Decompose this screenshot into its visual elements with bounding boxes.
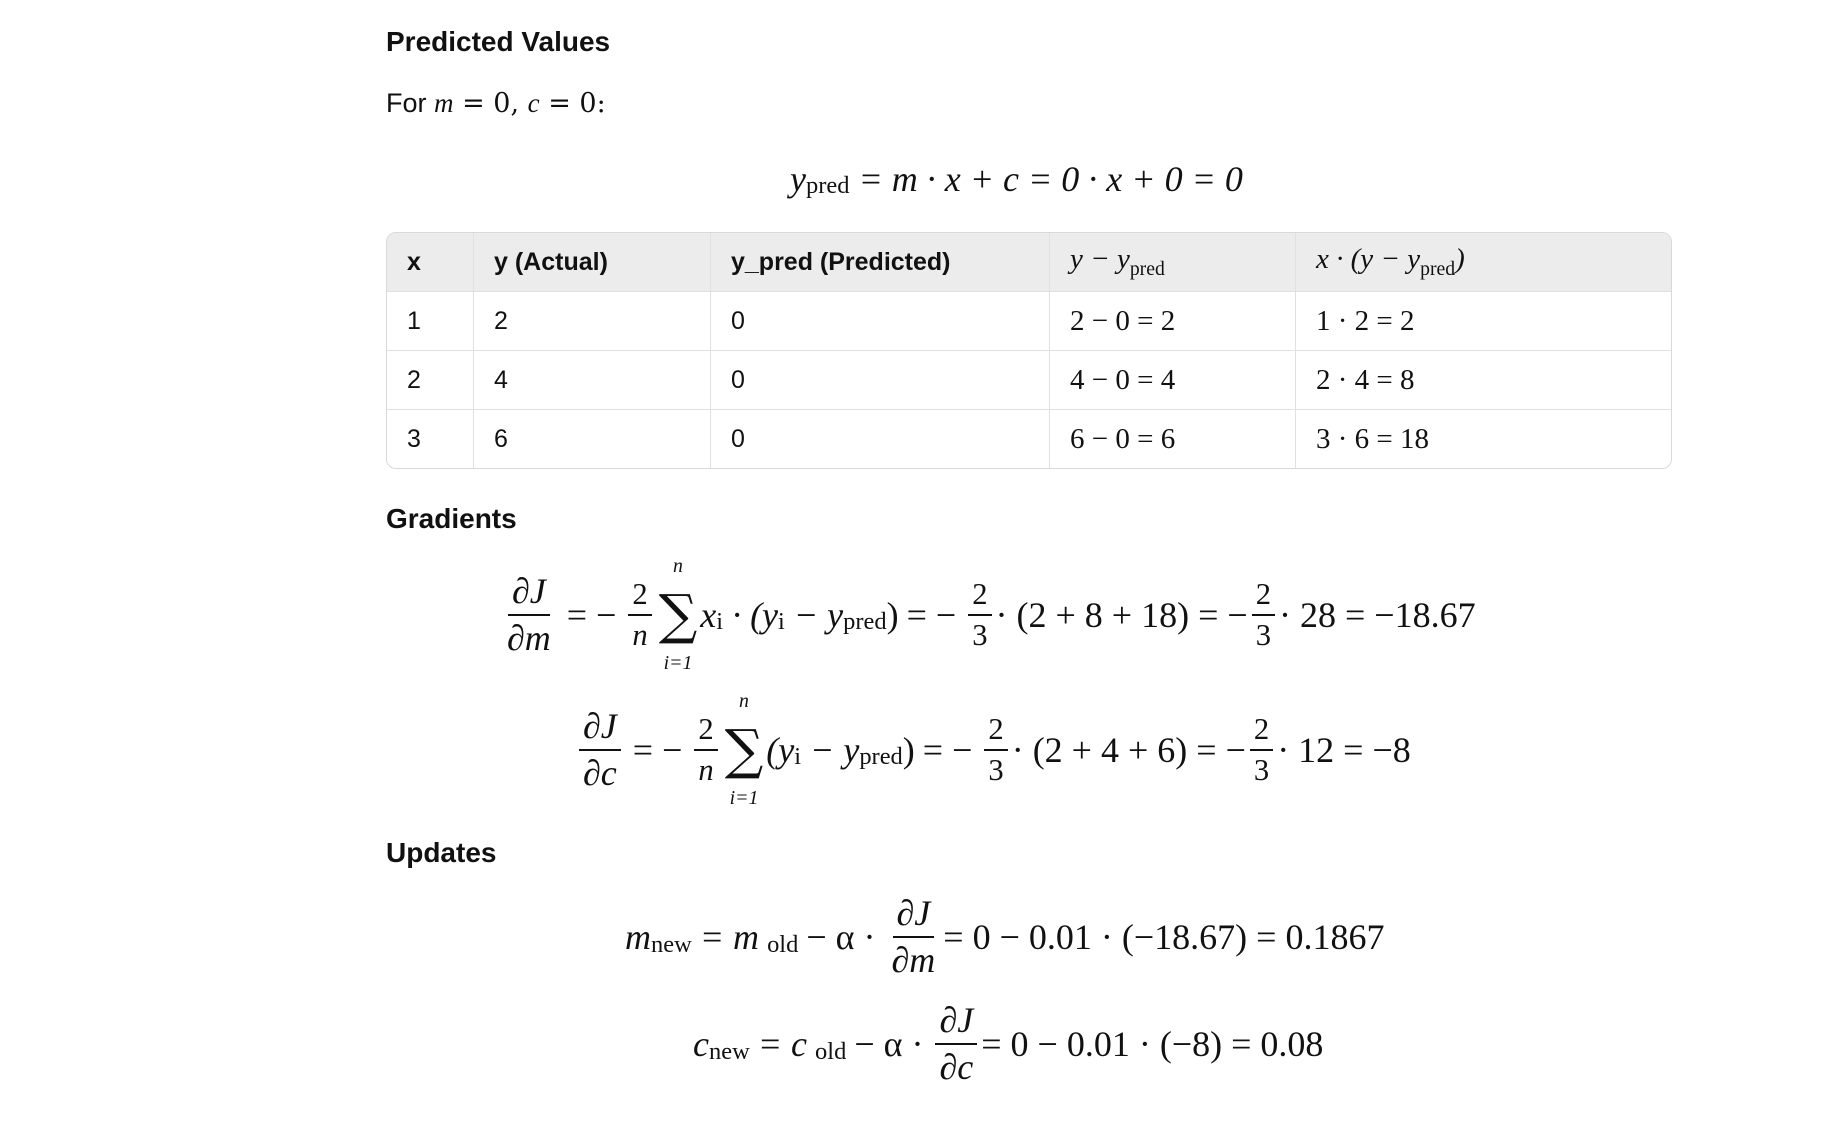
t: = 0 − 0.01 · (−18.67) = 0.1867 <box>943 917 1385 958</box>
cell: 0 <box>711 351 1050 410</box>
table-header-row <box>387 233 1671 292</box>
t: old <box>815 1037 847 1065</box>
sum-symbol <box>725 690 764 810</box>
den: n <box>698 753 714 788</box>
var-c: c <box>527 88 540 118</box>
t: − y <box>784 595 844 636</box>
col-x: x <box>387 233 474 292</box>
t: i <box>794 743 802 771</box>
h-sub: pred <box>1420 257 1456 280</box>
t: − α · <box>854 1024 924 1065</box>
t: − α · <box>806 917 876 958</box>
cell: 2 <box>474 292 711 351</box>
num: 2 <box>694 712 717 751</box>
cell: 1 <box>387 292 474 351</box>
num: 2 <box>1250 712 1273 751</box>
cell: 6 <box>474 410 711 468</box>
sigma: ∑ <box>658 582 698 646</box>
heading-gradients: Gradients <box>386 503 517 534</box>
t: ) <box>902 730 915 771</box>
t: · 12 = −8 <box>1277 730 1411 771</box>
t: = m <box>699 917 760 958</box>
heading-updates: Updates <box>386 837 497 868</box>
den: 3 <box>988 753 1004 788</box>
t: old <box>767 930 799 958</box>
t: pred <box>843 608 887 636</box>
intro-eq2: = 0: <box>539 88 606 119</box>
t: x <box>700 595 717 636</box>
t: · (y <box>723 595 779 636</box>
den: ∂c <box>583 753 617 794</box>
cell: 2 − 0 = 2 <box>1050 292 1296 351</box>
t: c <box>693 1024 709 1065</box>
den: ∂m <box>891 940 936 981</box>
cell: 2 · 4 = 8 <box>1296 351 1671 410</box>
h-text: y − y <box>1070 243 1130 276</box>
num: ∂J <box>579 706 621 751</box>
den: 3 <box>1255 618 1271 653</box>
sub-pred: pred <box>805 172 850 200</box>
col-residual <box>1050 233 1296 292</box>
update-m-equation <box>625 893 1384 982</box>
fraction <box>984 712 1007 788</box>
fraction <box>503 571 555 660</box>
fraction <box>628 577 651 653</box>
cell: 4 − 0 = 4 <box>1050 351 1296 410</box>
num: ∂J <box>935 1000 977 1045</box>
den: ∂c <box>939 1047 974 1088</box>
t: i <box>778 608 785 636</box>
y: y <box>790 159 806 199</box>
fraction <box>1250 712 1273 788</box>
num: 2 <box>984 712 1007 751</box>
fraction <box>579 706 621 795</box>
col-y-pred: y_pred (Predicted) <box>711 233 1050 292</box>
t: m <box>625 917 651 958</box>
cell: 4 <box>474 351 711 410</box>
lim: i=1 <box>663 651 693 674</box>
t: · (2 + 8 + 18) = − <box>995 595 1248 636</box>
fraction <box>694 712 717 788</box>
op: = − <box>632 730 683 771</box>
cell: 6 − 0 = 6 <box>1050 410 1296 468</box>
fraction <box>968 577 991 653</box>
t: new <box>651 930 692 958</box>
t: = 0 − 0.01 · (−8) = 0.08 <box>981 1024 1324 1065</box>
fraction <box>1252 577 1275 653</box>
t: ) <box>886 595 899 636</box>
t: · (2 + 4 + 6) = − <box>1011 730 1246 771</box>
t: = c <box>757 1024 808 1065</box>
op: = − <box>906 595 957 636</box>
lim: n <box>673 555 683 577</box>
cell: 3 <box>387 410 474 468</box>
h-text: x · (y − y <box>1316 243 1421 276</box>
cell: 0 <box>711 292 1050 351</box>
h-sub: pred <box>1129 257 1165 280</box>
table-row <box>387 410 1671 468</box>
op: = − <box>566 595 617 636</box>
predictions-table <box>386 232 1672 469</box>
t: (y <box>766 730 795 771</box>
ypred-equation <box>790 158 1243 200</box>
heading-predicted-values: Predicted Values <box>386 26 611 57</box>
t: i <box>716 608 724 636</box>
den: 3 <box>972 618 988 653</box>
col-x-residual: $x \cdot (y - y_{pred})$ <box>1296 233 1671 292</box>
table-row <box>387 292 1671 351</box>
t: pred <box>859 743 903 771</box>
col-y-actual: y (Actual) <box>474 233 711 292</box>
var-m: m <box>434 88 454 118</box>
fraction <box>935 1000 977 1089</box>
den: 3 <box>1253 753 1270 788</box>
t: − y <box>801 730 860 771</box>
sigma: ∑ <box>724 717 764 781</box>
gradient-m-equation <box>499 555 1476 675</box>
op: = − <box>922 730 973 771</box>
table-row <box>387 351 1671 410</box>
ypred-rest: = m · x + c = 0 · x + 0 = 0 <box>849 159 1243 199</box>
intro-text <box>386 88 606 119</box>
cell: 1 · 2 = 2 <box>1296 292 1671 351</box>
den: n <box>632 618 648 653</box>
cell: 3 · 6 = 18 <box>1316 422 1430 455</box>
num: 2 <box>968 577 991 616</box>
num: ∂J <box>893 893 935 938</box>
cell: 2 <box>387 351 474 410</box>
intro-eq: = 0, <box>453 88 528 119</box>
cell: 0 <box>711 410 1050 468</box>
num: ∂J <box>508 571 550 616</box>
sum-symbol <box>659 555 698 675</box>
t: · 28 = −18.67 <box>1279 595 1476 636</box>
lim: n <box>739 690 749 712</box>
lim: i=1 <box>729 786 759 809</box>
gradient-c-equation <box>575 690 1411 810</box>
intro-for: For <box>386 88 435 118</box>
den: ∂m <box>507 618 551 659</box>
t: new <box>708 1037 750 1065</box>
update-c-equation <box>693 1000 1323 1089</box>
fraction <box>888 893 940 982</box>
num: 2 <box>1252 577 1275 616</box>
num: 2 <box>628 577 651 616</box>
